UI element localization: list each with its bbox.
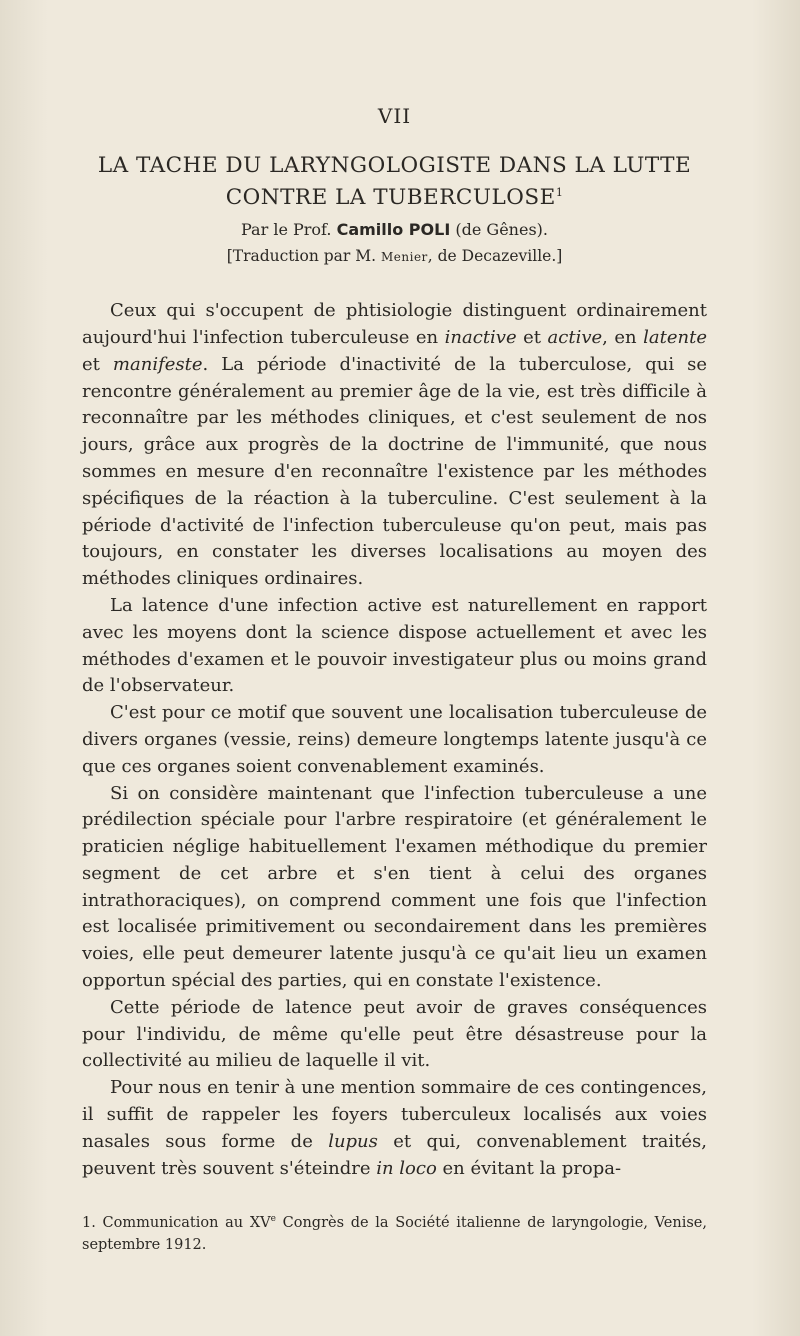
translator-name: Menier bbox=[380, 250, 428, 265]
text-run: et qui, convenablement traités, peuvent très souvent s'éteindre bbox=[82, 1130, 708, 1179]
title-line-1: LA TACHE DU LARYNGOLOGISTE DANS LA LUTTE bbox=[97, 153, 692, 178]
translator-suffix: , de Decazeville.] bbox=[427, 247, 563, 266]
footnote-superscript: e bbox=[270, 1214, 276, 1225]
byline-prefix: Par le Prof. bbox=[241, 220, 332, 240]
author-name: Camillo POLI bbox=[336, 220, 451, 240]
author-affiliation: (de Gênes). bbox=[455, 220, 548, 240]
italic-term: inactive bbox=[444, 326, 517, 348]
translator-credit bbox=[82, 244, 707, 270]
paragraph-1 bbox=[82, 298, 707, 593]
text-run: . La période d'inactivité de la tuberculose, qui se rencontre généralement au premier âge de la vie, est très difficile à reconnaître par les méthodes cliniques, et c'est seulement de nos jours, grâce aux progrès de la doctrine de l'immunité, que nous sommes en mesure d'en reconnaître l'existence par les méthodes spécifiques de la réaction à la tuberculine. C'est seulement à la période d'activité de l'infection tuberculeuse qu'on peut, mais pas toujours, en constater les diverses localisations au moyen des méthodes cliniques ordinaires. bbox=[82, 353, 708, 590]
page-content bbox=[82, 104, 707, 1256]
paragraph-3: C'est pour ce motif que souvent une localisation tuberculeuse de divers organes (vessie, reins) demeure longtemps latente jusqu'à ce que ces organes soient convenablement examinés. bbox=[82, 702, 707, 777]
footnote-text-before: Communication au XV bbox=[102, 1215, 271, 1232]
paragraph-5: Cette période de latence peut avoir de graves conséquences pour l'individu, de même qu'elle peut être désastreuse pour la collectivité au milieu de laquelle il vit. bbox=[82, 996, 707, 1072]
title-footnote-mark[interactable]: 1 bbox=[555, 186, 564, 199]
translator-prefix: [Traduction par M. bbox=[226, 247, 377, 266]
paragraph-2: La latence d'une infection active est naturellement en rapport avec les moyens dont la science dispose actuellement et avec les méthodes d'examen et le pouvoir investigateur plus ou moins grand de l'observateur. bbox=[82, 594, 707, 697]
text-run: en évitant la propa- bbox=[436, 1157, 622, 1179]
title-line-2: CONTRE LA TUBERCULOSE bbox=[225, 185, 556, 211]
paragraph-4: Si on considère maintenant que l'infection tuberculeuse a une prédilection spéciale pour l'arbre respiratoire (et généralement le praticien néglige habituellement l'examen méthodique du premier segment de cet arbre et s'en tient à celui des organes intrathoraciques), on comprend comment une fois que l'infection est localisée primitivement ou secondairement dans les premières voies, elle peut demeurer latente jusqu'à ce qu'ait lieu un examen opportun spécial des parties, qui en constate l'existence. bbox=[82, 782, 707, 992]
footnote-text-after: Congrès de la Société italienne de laryngologie, Venise, septembre 1912. bbox=[82, 1215, 707, 1254]
paragraph-6 bbox=[82, 1075, 707, 1182]
article-body bbox=[82, 298, 707, 1182]
italic-term: manifeste bbox=[112, 353, 203, 375]
italic-term: latente bbox=[643, 326, 707, 348]
text-run: , en bbox=[602, 326, 644, 348]
footnote-number: 1. bbox=[82, 1215, 96, 1232]
text-run: Ceux qui s'occupent de phtisiologie distinguent ordinairement aujourd'hui l'infection tuberculeuse en bbox=[82, 300, 707, 348]
article-title bbox=[82, 152, 707, 211]
text-run: et bbox=[516, 326, 548, 348]
footnote bbox=[82, 1208, 707, 1256]
text-run: et bbox=[82, 353, 113, 375]
italic-term: lupus bbox=[328, 1130, 378, 1152]
footnote-text bbox=[82, 1208, 707, 1256]
byline bbox=[82, 217, 707, 242]
italic-term: in loco bbox=[376, 1157, 437, 1179]
italic-term: active bbox=[547, 326, 603, 348]
chapter-number: VII bbox=[377, 104, 412, 128]
text-run: Pour nous en tenir à une mention sommaire de ces contingences, il suffit de rappeler les foyers tuberculeux localisés aux voies nasales sous forme de bbox=[82, 1077, 707, 1152]
